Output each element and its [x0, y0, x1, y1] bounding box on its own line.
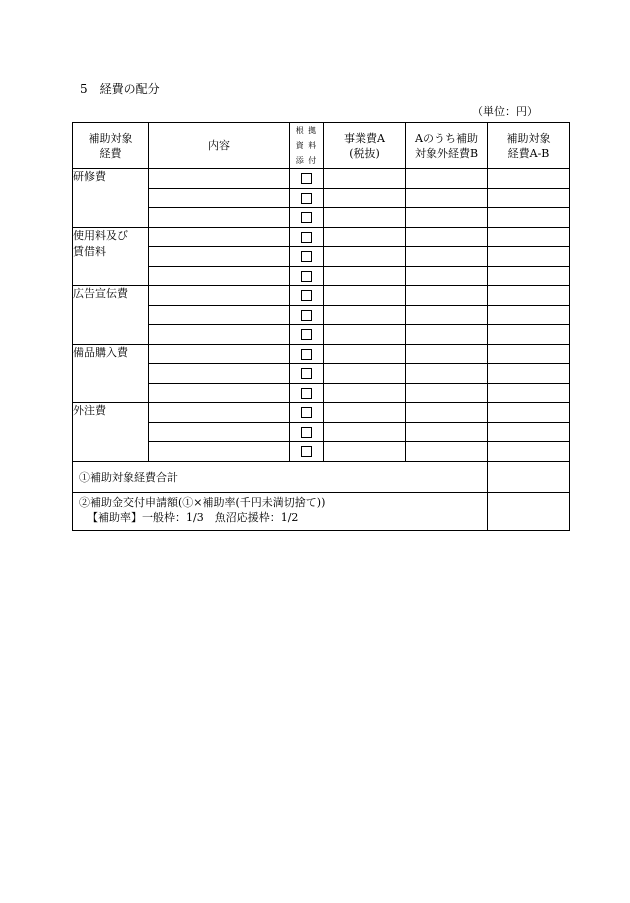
category-label: 備品購入費 — [73, 344, 149, 403]
header-cost-b: Aのうち補助 対象外経費B — [406, 123, 488, 169]
evidence-cell — [290, 364, 324, 384]
evidence-checkbox[interactable] — [301, 388, 312, 399]
category-label: 研修費 — [73, 169, 149, 228]
content-cell[interactable] — [149, 442, 290, 462]
evidence-cell — [290, 344, 324, 364]
evidence-checkbox[interactable] — [301, 368, 312, 379]
header-row — [73, 123, 570, 169]
evidence-cell — [290, 403, 324, 423]
cost-a-cell[interactable] — [324, 247, 406, 267]
evidence-cell — [290, 305, 324, 325]
content-cell[interactable] — [149, 403, 290, 423]
cost-b-cell[interactable] — [406, 169, 488, 189]
cost-b-cell[interactable] — [406, 403, 488, 423]
cost-b-cell[interactable] — [406, 286, 488, 306]
category-3-row-0 — [73, 344, 570, 364]
grant-label-cell — [73, 492, 488, 530]
eligible-cell[interactable] — [488, 403, 570, 423]
cost-a-cell[interactable] — [324, 442, 406, 462]
eligible-cell[interactable] — [488, 286, 570, 306]
cost-a-cell[interactable] — [324, 383, 406, 403]
evidence-cell — [290, 169, 324, 189]
header-content: 内容 — [149, 123, 290, 169]
cost-a-cell[interactable] — [324, 208, 406, 228]
content-cell[interactable] — [149, 422, 290, 442]
eligible-cell[interactable] — [488, 325, 570, 345]
category-4-row-0 — [73, 403, 570, 423]
cost-b-cell[interactable] — [406, 442, 488, 462]
cost-b-cell[interactable] — [406, 305, 488, 325]
evidence-checkbox[interactable] — [301, 232, 312, 243]
total-row — [73, 461, 570, 492]
header-category: 補助対象 経費 — [73, 123, 149, 169]
header-evidence: 根 拠 資 料 添 付 — [290, 123, 324, 169]
cost-b-cell[interactable] — [406, 344, 488, 364]
evidence-checkbox[interactable] — [301, 251, 312, 262]
evidence-checkbox[interactable] — [301, 407, 312, 418]
category-label: 外注費 — [73, 403, 149, 462]
evidence-checkbox[interactable] — [301, 193, 312, 204]
cost-a-cell[interactable] — [324, 266, 406, 286]
evidence-cell — [290, 422, 324, 442]
content-cell[interactable] — [149, 325, 290, 345]
cost-a-cell[interactable] — [324, 227, 406, 247]
content-cell[interactable] — [149, 344, 290, 364]
evidence-cell — [290, 208, 324, 228]
evidence-cell — [290, 383, 324, 403]
cost-a-cell[interactable] — [324, 188, 406, 208]
content-cell[interactable] — [149, 227, 290, 247]
evidence-checkbox[interactable] — [301, 290, 312, 301]
total-label: ①補助対象経費合計 — [73, 461, 488, 492]
eligible-cell[interactable] — [488, 266, 570, 286]
evidence-cell — [290, 442, 324, 462]
evidence-cell — [290, 325, 324, 345]
category-2-row-0 — [73, 286, 570, 306]
category-rows — [73, 169, 570, 462]
evidence-checkbox[interactable] — [301, 349, 312, 360]
content-cell[interactable] — [149, 266, 290, 286]
unit-label: （単位：円） — [472, 105, 538, 118]
cost-a-cell[interactable] — [324, 403, 406, 423]
eligible-cell[interactable] — [488, 422, 570, 442]
cost-b-cell[interactable] — [406, 188, 488, 208]
category-1-row-0 — [73, 227, 570, 247]
section-heading: 5 経費の配分 — [80, 82, 160, 96]
eligible-cell[interactable] — [488, 383, 570, 403]
eligible-cell[interactable] — [488, 344, 570, 364]
content-cell[interactable] — [149, 188, 290, 208]
content-cell[interactable] — [149, 247, 290, 267]
evidence-checkbox[interactable] — [301, 310, 312, 321]
evidence-checkbox[interactable] — [301, 212, 312, 223]
cost-a-cell[interactable] — [324, 286, 406, 306]
eligible-cell[interactable] — [488, 247, 570, 267]
content-cell[interactable] — [149, 169, 290, 189]
cost-b-cell[interactable] — [406, 325, 488, 345]
cost-a-cell[interactable] — [324, 169, 406, 189]
cost-a-cell[interactable] — [324, 344, 406, 364]
category-label: 使用料及び 賃借料 — [73, 227, 149, 286]
eligible-cell[interactable] — [488, 169, 570, 189]
content-cell[interactable] — [149, 364, 290, 384]
header-eligible: 補助対象 経費A-B — [488, 123, 570, 169]
eligible-cell[interactable] — [488, 364, 570, 384]
evidence-cell — [290, 286, 324, 306]
grant-rate: 【補助率】一般枠：1/3 魚沼応援枠：1/2 — [87, 510, 299, 524]
cost-a-cell[interactable] — [324, 305, 406, 325]
grant-label: ②補助金交付申請額(①×補助率(千円未満切捨て)) — [79, 495, 326, 509]
category-label: 広告宣伝費 — [73, 286, 149, 345]
eligible-cell[interactable] — [488, 227, 570, 247]
eligible-cell[interactable] — [488, 442, 570, 462]
evidence-checkbox[interactable] — [301, 329, 312, 340]
cost-a-cell[interactable] — [324, 422, 406, 442]
grant-value-cell[interactable] — [488, 492, 570, 530]
content-cell[interactable] — [149, 286, 290, 306]
evidence-checkbox[interactable] — [301, 446, 312, 457]
grant-row — [73, 492, 570, 530]
category-0-row-0 — [73, 169, 570, 189]
evidence-checkbox[interactable] — [301, 271, 312, 282]
cost-b-cell[interactable] — [406, 383, 488, 403]
evidence-cell — [290, 227, 324, 247]
content-cell[interactable] — [149, 383, 290, 403]
total-value-cell[interactable] — [488, 461, 570, 492]
cost-b-cell[interactable] — [406, 247, 488, 267]
cost-a-cell[interactable] — [324, 325, 406, 345]
content-cell[interactable] — [149, 208, 290, 228]
cost-b-cell[interactable] — [406, 422, 488, 442]
cost-b-cell[interactable] — [406, 208, 488, 228]
eligible-cell[interactable] — [488, 188, 570, 208]
evidence-checkbox[interactable] — [301, 173, 312, 184]
cost-b-cell[interactable] — [406, 266, 488, 286]
cost-a-cell[interactable] — [324, 364, 406, 384]
cost-b-cell[interactable] — [406, 364, 488, 384]
eligible-cell[interactable] — [488, 305, 570, 325]
content-cell[interactable] — [149, 305, 290, 325]
cost-b-cell[interactable] — [406, 227, 488, 247]
header-cost-a: 事業費A (税抜) — [324, 123, 406, 169]
budget-table — [72, 122, 570, 531]
eligible-cell[interactable] — [488, 208, 570, 228]
evidence-cell — [290, 188, 324, 208]
evidence-checkbox[interactable] — [301, 427, 312, 438]
evidence-cell — [290, 247, 324, 267]
evidence-cell — [290, 266, 324, 286]
